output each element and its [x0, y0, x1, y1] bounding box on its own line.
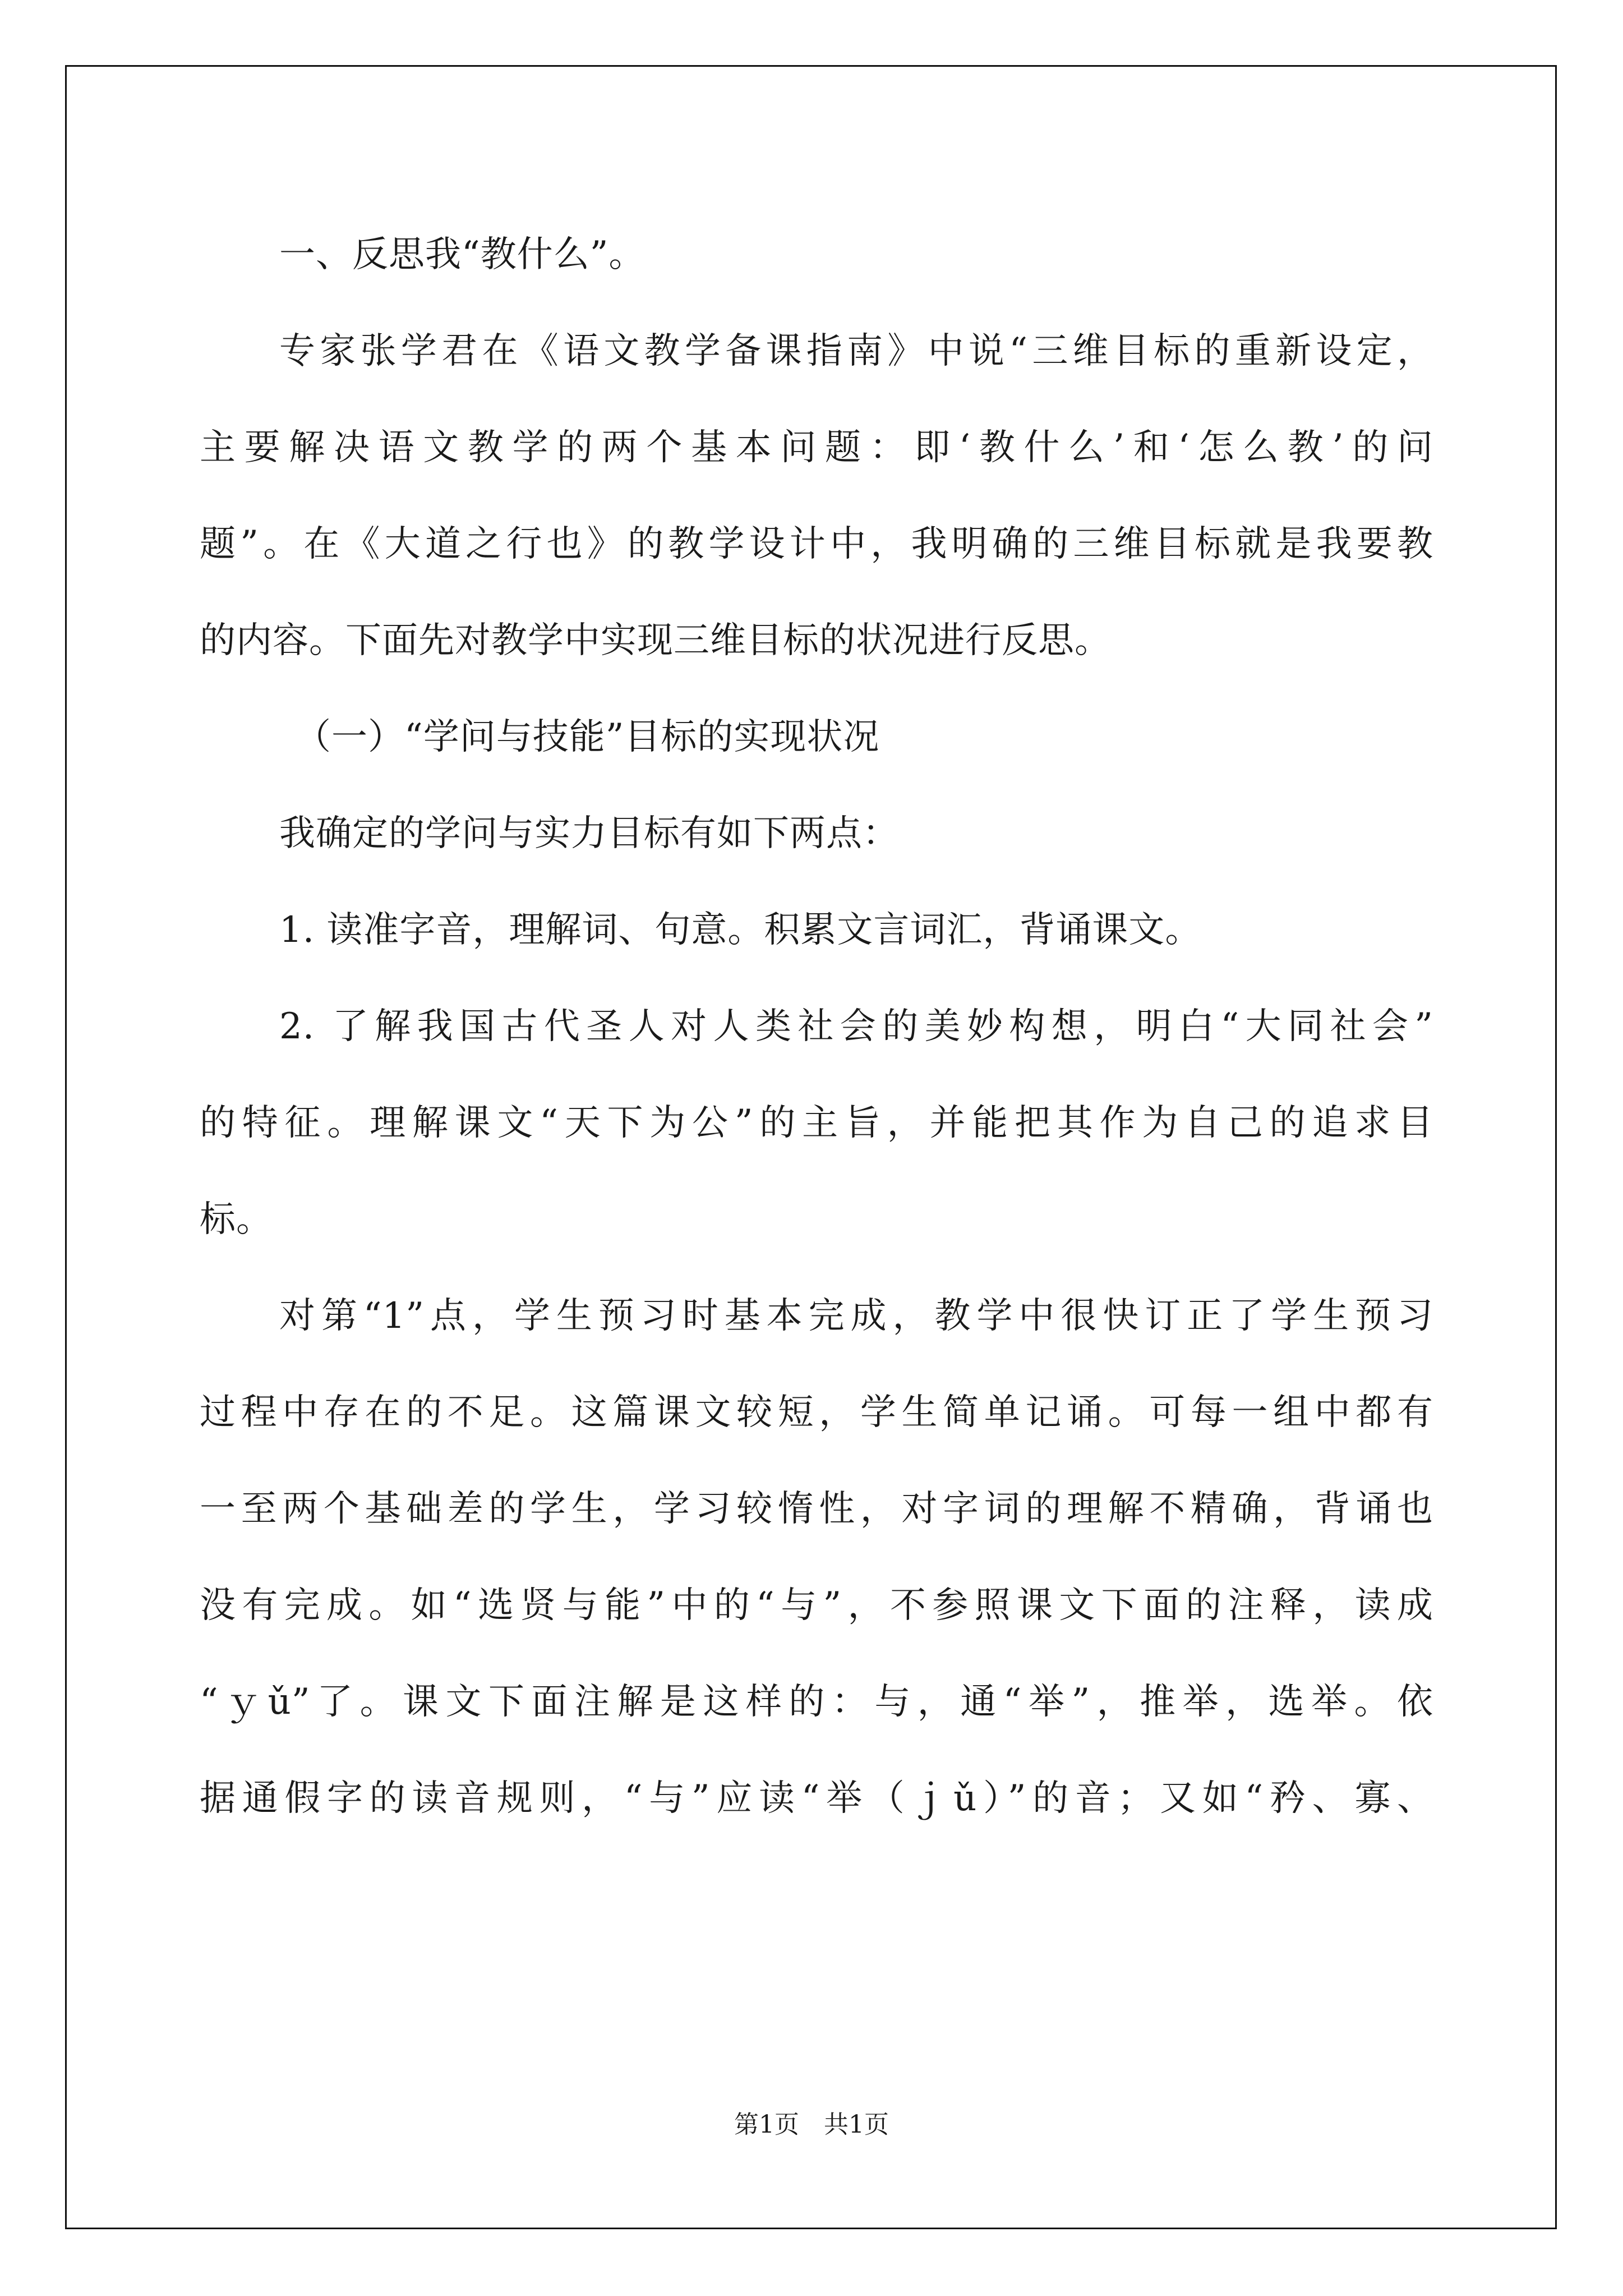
paragraph-line: 专家张学君在《语文教学备课指南》中说“三维目标的重新设定，	[279, 330, 1433, 372]
list-item: 1. 读准字音，理解词、句意。积累文言词汇，背诵课文。	[279, 909, 1202, 951]
paragraph-line: 一至两个基础差的学生，学习较惰性，对字词的理解不精确，背诵也	[200, 1488, 1433, 1530]
paragraph-line: 对第“1”点，学生预习时基本完成，教学中很快订正了学生预习	[279, 1295, 1433, 1337]
page-total: 共1页	[824, 2110, 889, 2139]
paragraph-line: 的特征。理解课文“天下为公”的主旨，并能把其作为自己的追求目	[200, 1102, 1433, 1144]
paragraph-line: 主要解决语文教学的两个基本问题：即‘教什么’和‘怎么教’的问	[200, 427, 1433, 468]
paragraph-line: “ｙǔ”了。课文下面注解是这样的：与，通“举”，推举，选举。依	[200, 1681, 1433, 1723]
page-footer	[0, 2108, 1623, 2142]
page-number: 第1页	[734, 2110, 799, 2139]
paragraph-line: 过程中存在的不足。这篇课文较短，学生简单记诵。可每一组中都有	[200, 1392, 1433, 1433]
paragraph-line: 标。	[200, 1199, 273, 1240]
paragraph-line: 据通假字的读音规则，“与”应读“举（ｊǔ）”的音；又如“矜、寡、	[200, 1778, 1433, 1819]
list-item: 2. 了解我国古代圣人对人类社会的美妙构想，明白“大同社会”	[279, 1006, 1433, 1047]
paragraph-line: 没有完成。如“选贤与能”中的“与”，不参照课文下面的注释，读成	[200, 1585, 1433, 1626]
paragraph-line: 题”。在《大道之行也》的教学设计中，我明确的三维目标就是我要教	[200, 523, 1433, 565]
section-heading: 一、反思我“教什么”。	[279, 234, 645, 275]
paragraph-line: 我确定的学问与实力目标有如下两点：	[279, 813, 899, 854]
paragraph-line: 的内容。下面先对教学中实现三维目标的状况进行反思。	[200, 620, 1111, 661]
subsection-heading: （一）“学问与技能”目标的实现状况	[295, 716, 880, 758]
